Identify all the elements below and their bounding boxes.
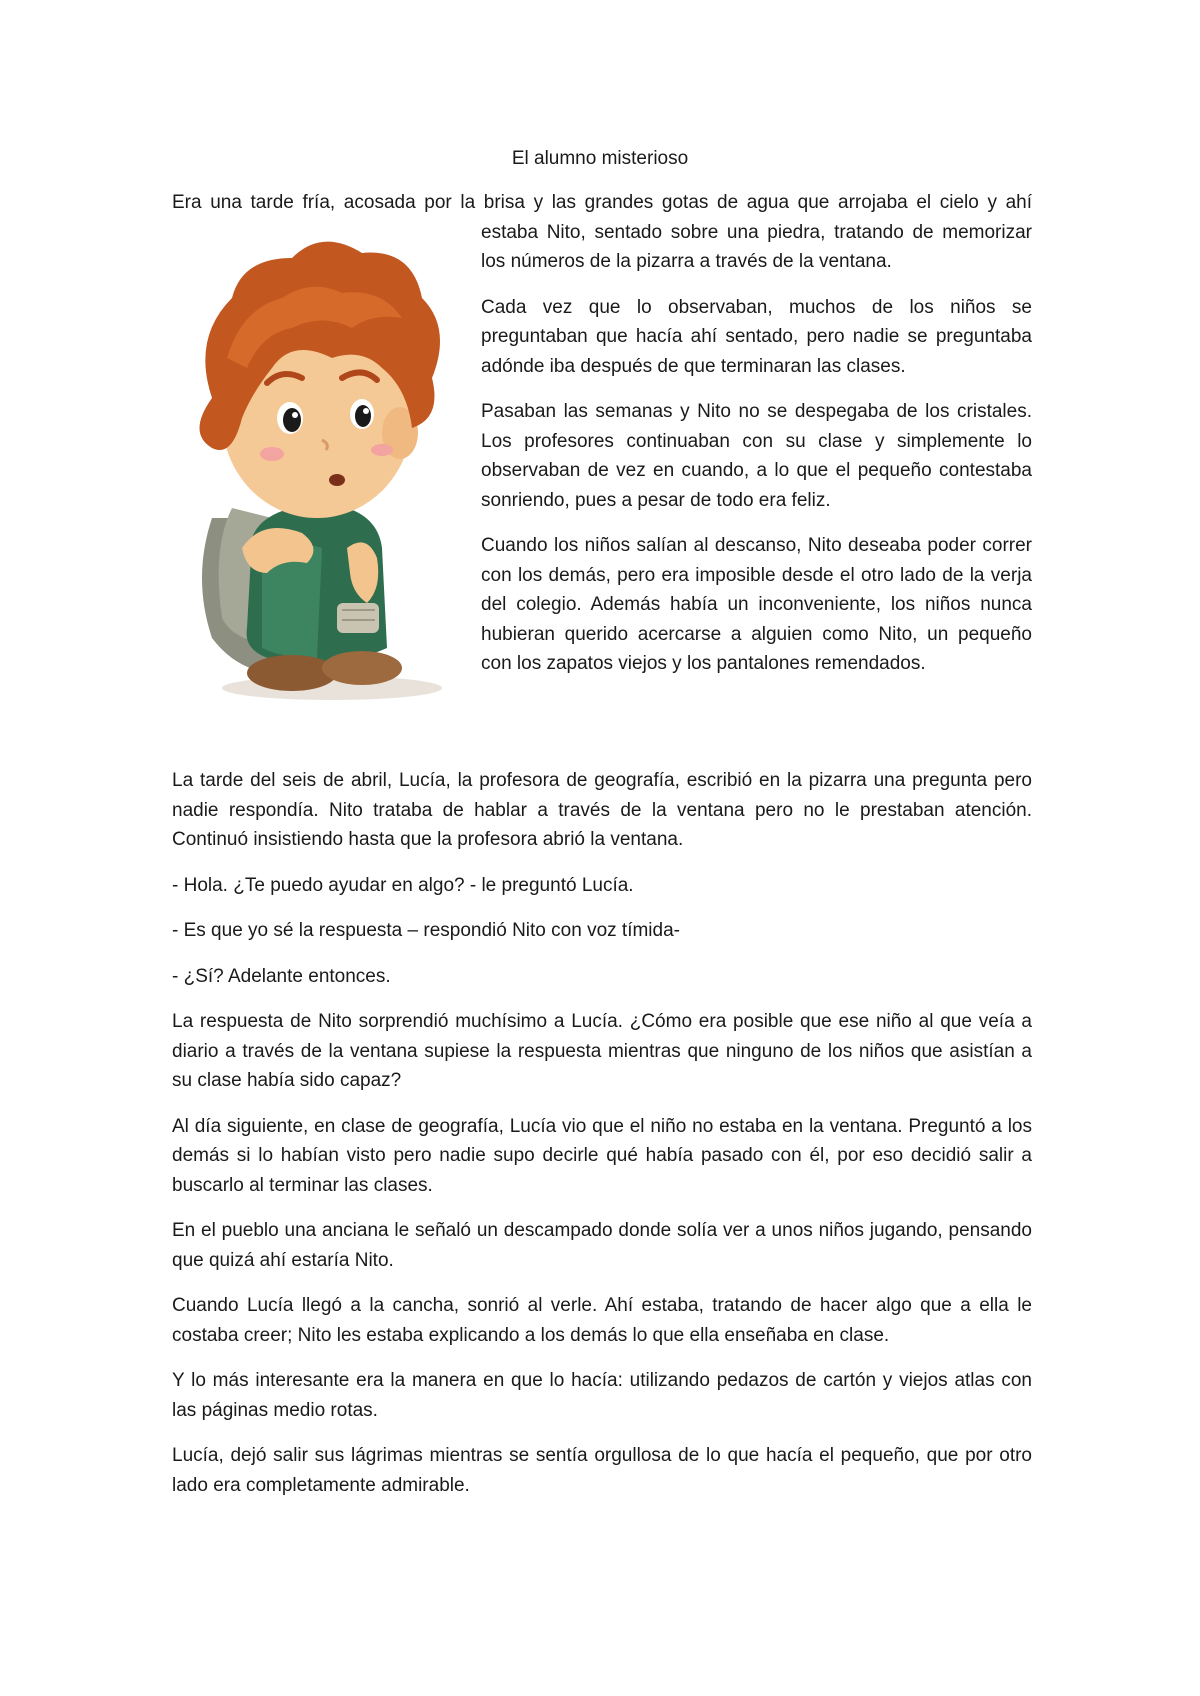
paragraph-2: Cada vez que lo observaban, muchos de los niños se preguntaban que hacía ahí sentado, pero nadie se preguntaba adónde iba después de que terminaran las clases. bbox=[481, 296, 1032, 377]
paragraph-11: Lucía, dejó salir sus lágrimas mientras se sentía orgullosa de lo que hacía el pequeño, que por otro lado era completamente admirable. bbox=[172, 1445, 1032, 1496]
paragraph-1-rest: estaba Nito, sentado sobre una piedra, tratando de memorizar los números de la pizarra a través de la ventana. bbox=[481, 221, 1032, 272]
bottom-text-section bbox=[172, 766, 1032, 1516]
paragraph-4: Cuando los niños salían al descanso, Nito deseaba poder correr con los demás, pero era imposible desde el otro lado de la verja del colegio. Además había un inconveniente, los niños nunca hubieran querido acercarse a alguien como Nito, un pequeño con los zapatos viejos y los pantalones remendados. bbox=[481, 535, 1032, 674]
top-text-section bbox=[172, 188, 1032, 706]
paragraph-8: En el pueblo una anciana le señaló un descampado donde solía ver a unos niños jugando, pensando que quizá ahí estaría Nito. bbox=[172, 1220, 1032, 1271]
dialogue-line-3: - ¿Sí? Adelante entonces. bbox=[172, 965, 391, 987]
paragraph-3: Pasaban las semanas y Nito no se despegaba de los cristales. Los profesores continuaban con su clase y simplemente lo observaban de vez en cuando, a lo que el pequeño contestaba sonriendo, pues a pesar de todo era feliz. bbox=[481, 401, 1032, 511]
dialogue-line-2: - Es que yo sé la respuesta – respondió Nito con voz tímida- bbox=[172, 920, 680, 941]
paragraph-7: Al día siguiente, en clase de geografía, Lucía vio que el niño no estaba en la ventana. Preguntó a los demás si lo habían visto pero nadie supo decirle qué había pasado con él, por eso decidió salir a buscarlo al terminar las clases. bbox=[172, 1115, 1032, 1196]
boy-character-icon bbox=[172, 218, 481, 706]
paragraph-5: La tarde del seis de abril, Lucía, la profesora de geografía, escribió en la pizarra una pregunta pero nadie respondía. Nito trataba de hablar a través de la ventana pero no le prestaban atención. Continuó insistiendo hasta que la profesora abrió la ventana. bbox=[172, 770, 1032, 850]
paragraph-9: Cuando Lucía llegó a la cancha, sonrió al verle. Ahí estaba, tratando de hacer algo que a ella le costaba creer; Nito les estaba explicando a los demás lo que ella enseñaba en clase. bbox=[172, 1295, 1032, 1346]
paragraph-1-line-1: Era una tarde fría, acosada por la brisa y las grandes gotas de agua que arrojaba el cielo y ahí bbox=[172, 192, 1032, 213]
document-title: El alumno misterioso bbox=[511, 148, 689, 169]
paragraph-10: Y lo más interesante era la manera en que lo hacía: utilizando pedazos de cartón y viejos atlas con las páginas medio rotas. bbox=[172, 1370, 1032, 1421]
paragraph-6: La respuesta de Nito sorprendió muchísimo a Lucía. ¿Cómo era posible que ese niño al que veía a diario a través de la ventana supiese la respuesta mientras que ninguno de los niños que asistían a su clase había sido capaz? bbox=[172, 1011, 1032, 1091]
boy-character-illustration bbox=[172, 218, 481, 706]
dialogue-line-1: - Hola. ¿Te puedo ayudar en algo? - le preguntó Lucía. bbox=[172, 874, 634, 896]
